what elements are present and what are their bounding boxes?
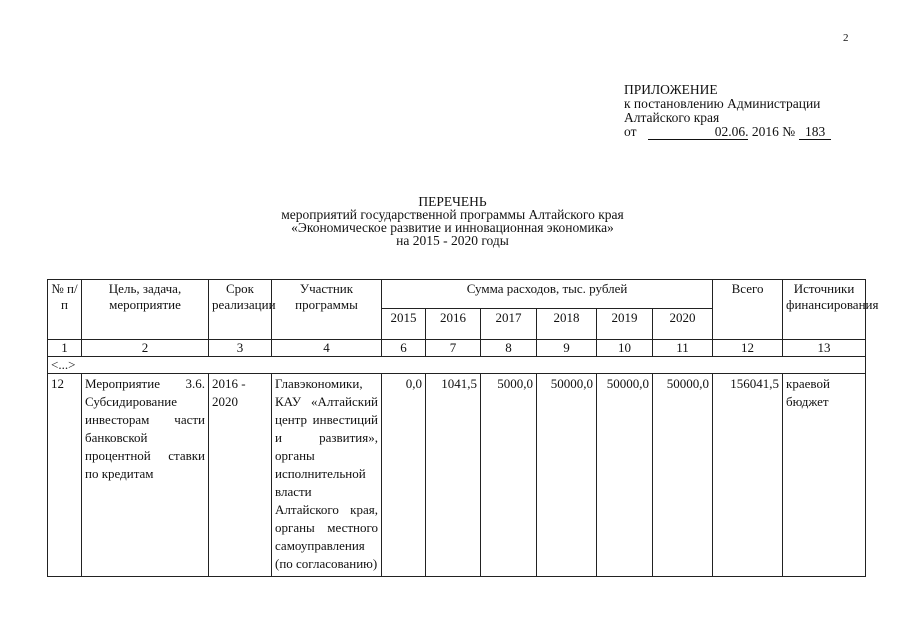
column-number: 10 <box>597 340 653 357</box>
date-field: 02.06. <box>648 125 748 140</box>
heading-line-1: ПЕРЕЧЕНЬ <box>418 194 487 209</box>
column-number: 6 <box>382 340 426 357</box>
appendix-date-line <box>624 125 831 140</box>
measures-table <box>47 279 879 577</box>
header-goal: Цель, задача, мероприятие <box>82 280 209 340</box>
appendix-line-3: Алтайского края <box>624 110 720 125</box>
document-heading <box>0 195 905 247</box>
header-num: № п/п <box>48 280 82 340</box>
number-field: 183 <box>799 125 831 140</box>
appendix-block <box>624 83 831 140</box>
row-value-2015: 0,0 <box>382 374 426 577</box>
column-number: 11 <box>653 340 713 357</box>
number-label: № <box>782 124 796 139</box>
column-number: 3 <box>209 340 272 357</box>
row-total: 156041,5 <box>713 374 783 577</box>
appendix-title: ПРИЛОЖЕНИЕ <box>624 82 718 97</box>
header-year: 2019 <box>597 309 653 340</box>
row-value-2018: 50000,0 <box>537 374 597 577</box>
page-number: 2 <box>843 32 849 44</box>
row-value-2017: 5000,0 <box>481 374 537 577</box>
column-number: 8 <box>481 340 537 357</box>
header-sum: Сумма расходов, тыс. рублей <box>382 280 713 309</box>
row-goal: Мероприятие 3.6. Субсидирование инвесторам части банковской процентной ставки по кредитам <box>82 374 209 577</box>
year-label: 2016 <box>751 124 779 139</box>
omission-marker: <...> <box>48 357 866 374</box>
row-term: 2016 - 2020 <box>209 374 272 577</box>
header-term: Срок реализации <box>209 280 272 340</box>
header-sources: Источники финансирования <box>783 280 866 340</box>
header-year: 2016 <box>426 309 481 340</box>
from-label: от <box>624 124 637 139</box>
row-num: 12 <box>48 374 82 577</box>
column-number: 9 <box>537 340 597 357</box>
heading-line-4: на 2015 - 2020 годы <box>396 233 509 248</box>
column-number: 7 <box>426 340 481 357</box>
appendix-line-2: к постановлению Администрации <box>624 96 821 111</box>
omission-row <box>48 357 866 374</box>
column-number: 13 <box>783 340 866 357</box>
column-number: 4 <box>272 340 382 357</box>
row-value-2016: 1041,5 <box>426 374 481 577</box>
header-year: 2018 <box>537 309 597 340</box>
table-row <box>48 374 866 577</box>
row-source: краевой бюджет <box>783 374 866 577</box>
row-value-2019: 50000,0 <box>597 374 653 577</box>
header-row <box>48 280 866 309</box>
row-value-2020: 50000,0 <box>653 374 713 577</box>
column-number: 1 <box>48 340 82 357</box>
header-total: Всего <box>713 280 783 340</box>
heading-line-3: «Экономическое развитие и инновационная экономика» <box>291 220 614 235</box>
column-number-row <box>48 340 866 357</box>
header-year: 2020 <box>653 309 713 340</box>
header-participant: Участник программы <box>272 280 382 340</box>
column-number: 12 <box>713 340 783 357</box>
header-year: 2017 <box>481 309 537 340</box>
header-year: 2015 <box>382 309 426 340</box>
column-number: 2 <box>82 340 209 357</box>
row-participant: Главэкономики, КАУ «Алтайский центр инвестиций и развития», органы исполнительной власти Алтайского края, органы местного самоуправления (по согласованию) <box>272 374 382 577</box>
heading-line-2: мероприятий государственной программы Алтайского края <box>281 207 624 222</box>
